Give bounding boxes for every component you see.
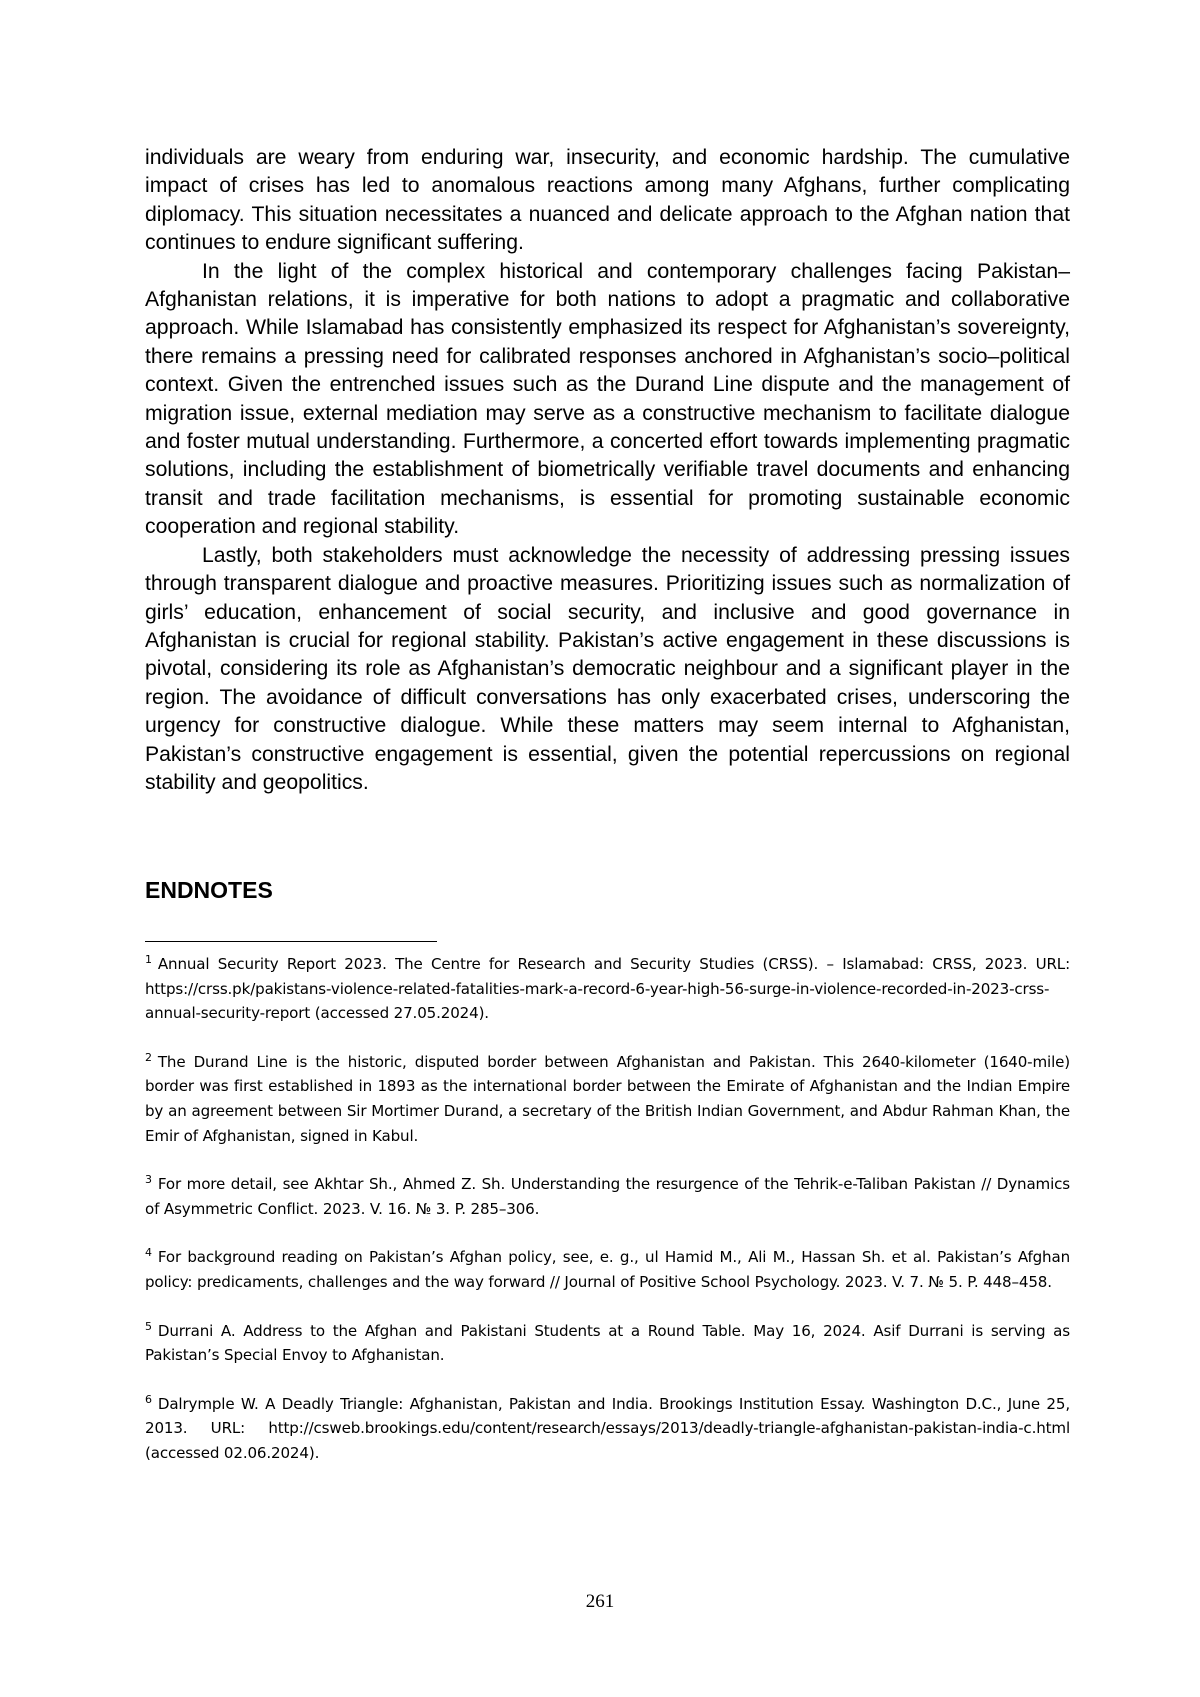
endnote-item (145, 1319, 1070, 1368)
endnotes-heading: ENDNOTES (145, 877, 273, 903)
endnote-number: 2 (145, 1050, 152, 1064)
endnote-number: 3 (145, 1173, 152, 1187)
body-paragraph: In the light of the complex historical and contemporary challenges facing Pakistan–Afghanistan relations, it is imperative for both nations to adopt a pragmatic and collaborative approach. While Islamabad has consistently emphasized its respect for Afghanistan’s sovereignty, there remains a pressing need for calibrated responses anchored in Afghanistan’s socio–political context. Given the entrenched issues such as the Durand Line dispute and the management of migration issue, external mediation may serve as a constructive mechanism to facilitate dialogue and foster mutual understanding. Furthermore, a concerted effort towards implementing pragmatic solutions, including the establishment of biometrically verifiable travel documents and enhancing transit and trade facilitation mechanisms, is essential for promoting sustainable economic cooperation and regional stability. (145, 259, 1070, 539)
endnote-number: 6 (145, 1392, 152, 1406)
endnote-item (145, 1172, 1070, 1221)
endnote-number: 1 (145, 953, 152, 966)
page-number: 261 (585, 1591, 615, 1612)
endnote-item (145, 1245, 1070, 1294)
endnote-item (145, 1392, 1070, 1466)
endnote-text: The Durand Line is the historic, disputed border between Afghanistan and Pakistan. This 2640-kilometer (1640-mile) border was first established in 1893 as the international border between the Emirate of Afghanistan and the Indian Empire by an agreement between Sir Mortimer Durand, a secretary of the British Indian Government, and Abdur Rahman Khan, the Emir of Afghanistan, signed in Kabul. (145, 1052, 1070, 1145)
endnote-text: Annual Security Report 2023. The Centre for Research and Security Studies (CRSS). – Islamabad: CRSS, 2023. URL: https://crss.pk/pakistans-violence-related-fatalities-mark-a-record-6-year-high-56-surge-in-violence-recorded-in-2023-crss-annual-security-report (accessed 27.05.2024). (145, 955, 1070, 1023)
endnote-item (145, 1050, 1070, 1148)
endnote-text: Dalrymple W. A Deadly Triangle: Afghanistan, Pakistan and India. Brookings Institution Essay. Washington D.C., June 25, 2013. URL: http://csweb.brookings.edu/content/research/essays/2013/deadly-triangle-afghanistan-pakistan-india-c.html (accessed 02.06.2024). (145, 1394, 1070, 1462)
body-text (145, 144, 1070, 797)
body-paragraph: Lastly, both stakeholders must acknowledge the necessity of addressing pressing issues through transparent dialogue and proactive measures. Prioritizing issues such as normalization of girls’ education, enhancement of social security, and inclusive and good governance in Afghanistan is crucial for regional stability. Pakistan’s active engagement in these discussions is pivotal, considering its role as Afghanistan’s democratic neighbour and a significant player in the region. The avoidance of difficult conversations has only exacerbated crises, underscoring the urgency for constructive dialogue. While these matters may seem internal to Afghanistan, Pakistan’s constructive engagement is essential, given the potential repercussions on regional stability and geopolitics. (145, 543, 1070, 794)
endnote-text: For background reading on Pakistan’s Afghan policy, see, e. g., ul Hamid M., Ali M., Hassan Sh. et al. Pakistan’s Afghan policy: predicaments, challenges and the way forward // Journal of Positive School Psychology. 2023. V. 7. № 5. P. 448–458. (145, 1248, 1070, 1291)
endnote-number: 5 (145, 1319, 152, 1333)
footnote-separator (145, 941, 437, 942)
endnote-text: Durrani A. Address to the Afghan and Pakistani Students at a Round Table. May 16, 2024. Asif Durrani is serving as Pakistan’s Special Envoy to Afghanistan. (145, 1321, 1070, 1365)
endnote-item (145, 952, 1070, 1026)
endnote-text: For more detail, see Akhtar Sh., Ahmed Z. Sh. Understanding the resurgence of the Tehrik-e-Taliban Pakistan // Dynamics of Asymmetric Conflict. 2023. V. 16. № 3. P. 285–306. (145, 1175, 1070, 1218)
body-paragraph: individuals are weary from enduring war, insecurity, and economic hardship. The cumulative impact of crises has led to anomalous reactions among many Afghans, further complicating diplomacy. This situation necessitates a nuanced and delicate approach to the Afghan nation that continues to endure significant suffering. (145, 146, 1070, 255)
endnotes-list (145, 952, 1070, 1490)
endnote-number: 4 (145, 1246, 152, 1260)
